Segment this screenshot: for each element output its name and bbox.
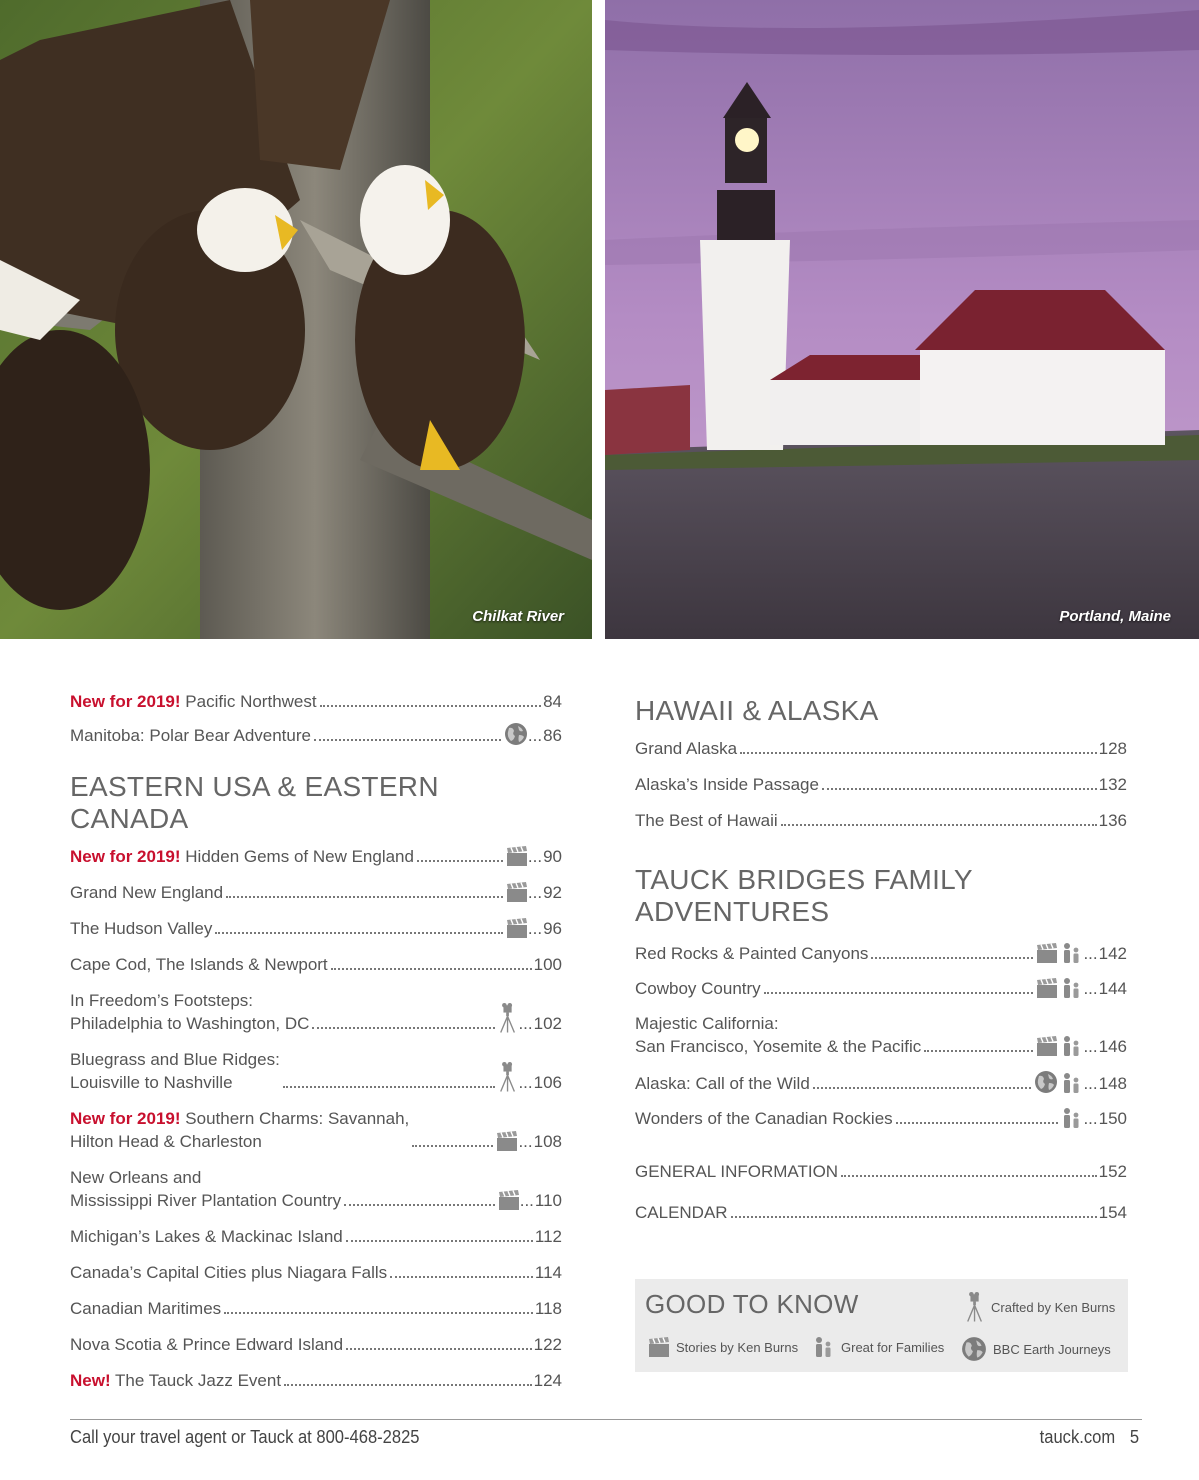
dot-leader-tail: ...: [1083, 979, 1098, 998]
toc-entry-text: [635, 1160, 838, 1183]
family-icon: [1061, 977, 1083, 999]
toc-page-number: 110: [534, 1191, 562, 1210]
photo-caption-chilkat: Chilkat River: [472, 608, 564, 625]
toc-entry[interactable]: [70, 917, 562, 940]
globe-icon: [504, 722, 528, 746]
photo-caption-portland: Portland, Maine: [1059, 608, 1171, 625]
toc-entry[interactable]: [635, 977, 1127, 1000]
clapper-icon: [1036, 1035, 1058, 1057]
legend-crafted: [965, 1291, 1115, 1323]
toc-entry-text: [635, 1107, 893, 1130]
clapper-icon: [1036, 977, 1058, 999]
dot-leader-tail: ...: [527, 726, 543, 745]
toc-entry-title: Hidden Gems of New England: [185, 847, 414, 866]
footer-right: [1025, 1427, 1139, 1448]
toc-entry[interactable]: [70, 690, 562, 713]
toc-entry-title: The Best of Hawaii: [635, 811, 778, 830]
toc-entry-text: [70, 1048, 280, 1094]
toc-entry-text: [635, 942, 868, 965]
toc-page-number: 118: [534, 1299, 562, 1318]
toc-entry-icons: [498, 1061, 518, 1093]
good-to-know-title: GOOD TO KNOW: [645, 1289, 859, 1319]
toc-entry[interactable]: [70, 881, 562, 904]
toc-entry-text: [70, 845, 414, 868]
toc-entry-title: Alaska: Call of the Wild: [635, 1074, 810, 1093]
dot-leader: [284, 1384, 532, 1386]
dot-leader: [312, 1027, 495, 1029]
toc-entry-title: Cowboy Country: [635, 979, 761, 998]
toc-entry[interactable]: [635, 737, 1127, 760]
toc-page-number: 128: [1098, 739, 1127, 758]
toc-entry-text: [635, 809, 778, 832]
dot-leader: [822, 788, 1097, 790]
dot-leader-tail: ...: [527, 883, 543, 902]
toc-entry-text: [70, 1333, 343, 1356]
toc-page-number: 108: [533, 1132, 562, 1151]
toc-entry-title: Wonders of the Canadian Rockies: [635, 1109, 893, 1128]
dot-leader-tail: ...: [1083, 1074, 1098, 1093]
toc-entry-icons: [506, 881, 528, 903]
toc-page-number: 96: [543, 919, 562, 938]
footer-rule: [70, 1419, 1142, 1420]
eagles-photo: [0, 0, 592, 639]
toc-page-number: 102: [533, 1014, 562, 1033]
globe-icon: [1034, 1070, 1058, 1094]
dot-leader: [813, 1087, 1032, 1089]
toc-page-number: 106: [533, 1073, 562, 1092]
toc-page-number: 114: [534, 1263, 562, 1282]
toc-entry-icons: [1036, 1035, 1083, 1057]
section-heading-hawaii: HAWAII & ALASKA: [635, 695, 879, 726]
toc-page-number: 124: [533, 1371, 562, 1390]
toc-entry[interactable]: [70, 1166, 562, 1212]
toc-page-number: 148: [1098, 1074, 1127, 1093]
toc-left-column: [70, 690, 562, 1405]
dot-leader: [215, 932, 503, 934]
dot-leader-tail: ...: [518, 1073, 533, 1092]
toc-entry-title: Grand Alaska: [635, 739, 738, 758]
toc-entry-title: Grand New England: [70, 883, 224, 902]
clapper-icon: [496, 1130, 518, 1152]
good-to-know-box: [635, 1279, 1128, 1372]
toc-page-number: 154: [1098, 1203, 1127, 1222]
clapper-icon: [1036, 942, 1058, 964]
family-icon: [1061, 942, 1083, 964]
toc-entry-title: Nova Scotia & Prince Edward Island: [70, 1335, 344, 1354]
toc-page-number: 112: [534, 1227, 562, 1246]
dot-leader: [764, 992, 1034, 994]
toc-page-number: 122: [533, 1335, 562, 1354]
dot-leader-tail: ...: [518, 1014, 533, 1033]
toc-entry[interactable]: [635, 1107, 1127, 1130]
toc-entry[interactable]: [70, 989, 562, 1035]
toc-page-number: 136: [1098, 811, 1127, 830]
dot-leader-tail: ...: [527, 919, 543, 938]
toc-entry-text: [70, 881, 223, 904]
toc-entry-text: [70, 1107, 409, 1153]
toc-entry-title: Bluegrass and Blue Ridges: Louisville to Nashville: [70, 1050, 280, 1092]
toc-entry[interactable]: [635, 773, 1127, 796]
toc-entry[interactable]: [70, 1048, 562, 1094]
dot-leader: [390, 1276, 533, 1278]
toc-entry[interactable]: [70, 1225, 562, 1248]
legend-families: [813, 1336, 944, 1358]
dot-leader: [896, 1122, 1059, 1124]
clapper-icon: [498, 1189, 520, 1211]
dot-leader: [731, 1216, 1097, 1218]
camera-icon: [498, 1061, 518, 1093]
dot-leader: [841, 1175, 1097, 1177]
camera-icon: [498, 1002, 518, 1034]
toc-entry-title: GENERAL INFORMATION: [635, 1162, 839, 1181]
legend-families-label: Great for Families: [841, 1339, 945, 1355]
toc-entry-text: [70, 1369, 281, 1392]
toc-entry-title: Manitoba: Polar Bear Adventure: [70, 726, 311, 745]
toc-entry-title: The Tauck Jazz Event: [115, 1371, 282, 1390]
toc-entry-text: [70, 1166, 341, 1212]
dot-leader: [412, 1145, 493, 1147]
toc-entry[interactable]: [635, 942, 1127, 965]
new-badge: New!: [70, 1371, 111, 1390]
dot-leader: [346, 1240, 533, 1242]
footer-site-link[interactable]: tauck.com: [1039, 1427, 1116, 1447]
toc-entry[interactable]: [70, 1261, 562, 1284]
dot-leader: [346, 1348, 532, 1350]
toc-entry[interactable]: [635, 1160, 1127, 1183]
clapper-icon: [506, 845, 528, 867]
clapper-icon: [648, 1336, 670, 1358]
toc-entry-icons: [1036, 942, 1083, 964]
toc-page-number: 152: [1098, 1162, 1127, 1181]
toc-entry[interactable]: [635, 1012, 1127, 1058]
toc-page-number: 146: [1098, 1037, 1127, 1056]
toc-entry-icons: [506, 917, 528, 939]
toc-entry-title: Majestic California: San Francisco, Yosemite & the Pacific: [635, 1014, 922, 1056]
eagles-illustration: [0, 0, 592, 639]
toc-entry-title: Pacific Northwest: [185, 692, 317, 711]
toc-page-number: 132: [1098, 775, 1127, 794]
legend-bbc-label: BBC Earth Journeys: [993, 1341, 1111, 1357]
legend-bbc: [961, 1336, 1111, 1362]
toc-entry-icons: [1061, 1107, 1083, 1129]
clapper-icon: [506, 881, 528, 903]
legend-crafted-label: Crafted by Ken Burns: [991, 1299, 1116, 1315]
toc-entry-icons: [1034, 1070, 1083, 1094]
new-badge: New for 2019!: [70, 692, 181, 711]
dot-leader: [320, 705, 541, 707]
toc-entry-title: Michigan’s Lakes & Mackinac Island: [70, 1227, 343, 1246]
toc-entry[interactable]: [70, 1297, 562, 1320]
toc-entry-text: [70, 953, 328, 976]
toc-page-number: 142: [1098, 944, 1127, 963]
toc-entry-title: Alaska’s Inside Passage: [635, 775, 819, 794]
toc-page-number: 90: [543, 847, 562, 866]
section-heading-eastern: EASTERN USA & EASTERN CANADA: [70, 771, 439, 834]
dot-leader: [417, 860, 503, 862]
toc-entry[interactable]: [635, 1070, 1127, 1095]
toc-entry[interactable]: [635, 1201, 1127, 1224]
toc-entry-text: [635, 1201, 728, 1224]
new-badge: New for 2019!: [70, 847, 181, 866]
toc-entry-icons: [498, 1189, 520, 1211]
toc-entry[interactable]: [70, 722, 562, 747]
legend-stories-label: Stories by Ken Burns: [676, 1339, 799, 1355]
dot-leader: [781, 824, 1097, 826]
section-heading-bridges: TAUCK BRIDGES FAMILY ADVENTURES: [635, 864, 973, 927]
dot-leader: [314, 739, 501, 741]
toc-entry-title: Red Rocks & Painted Canyons: [635, 944, 869, 963]
dot-leader-tail: ...: [1083, 1037, 1098, 1056]
dot-leader-tail: ...: [1083, 1109, 1098, 1128]
lighthouse-photo: [605, 0, 1199, 639]
toc-page-number: 144: [1098, 979, 1127, 998]
toc-entry[interactable]: [70, 1369, 562, 1392]
toc-page-number: 86: [543, 726, 562, 745]
dot-leader-tail: ...: [518, 1132, 533, 1151]
toc-page-number: 150: [1098, 1109, 1127, 1128]
clapper-icon: [506, 917, 528, 939]
lighthouse-illustration: [605, 0, 1199, 639]
globe-icon: [961, 1336, 987, 1362]
toc-entry-text: [70, 1225, 343, 1248]
toc-entry-text: [635, 737, 737, 760]
toc-entry-icons: [504, 722, 528, 746]
dot-leader: [224, 1312, 533, 1314]
family-icon: [1061, 1072, 1083, 1094]
toc-entry-title: Cape Cod, The Islands & Newport: [70, 955, 328, 974]
toc-page-number: 92: [543, 883, 562, 902]
toc-entry-text: [635, 1012, 921, 1058]
dot-leader-tail: ...: [519, 1191, 534, 1210]
toc-entry-text: [70, 724, 311, 747]
dot-leader: [283, 1086, 496, 1088]
page-number: 5: [1129, 1427, 1139, 1447]
legend-stories: [648, 1336, 798, 1358]
toc-entry-title: Canada’s Capital Cities plus Niagara Falls: [70, 1263, 388, 1282]
toc-entry[interactable]: [70, 845, 562, 868]
toc-right-column: [635, 695, 1127, 1242]
family-icon: [1061, 1035, 1083, 1057]
dot-leader: [924, 1050, 1033, 1052]
family-icon: [813, 1336, 835, 1358]
dot-leader-tail: ...: [1083, 944, 1098, 963]
dot-leader: [344, 1204, 495, 1206]
dot-leader: [871, 957, 1033, 959]
toc-entry-text: [70, 989, 309, 1035]
dot-leader: [331, 968, 532, 970]
new-badge: New for 2019!: [70, 1109, 181, 1128]
camera-icon: [965, 1291, 985, 1323]
toc-entry-title: Canadian Maritimes: [70, 1299, 222, 1318]
toc-entry-text: [70, 917, 212, 940]
toc-entry-icons: [498, 1002, 518, 1034]
toc-entry-text: [70, 690, 317, 713]
toc-entry-title: CALENDAR: [635, 1203, 728, 1222]
toc-entry[interactable]: [70, 1107, 562, 1153]
toc-entry-title: Southern Charms: Savannah, Hilton Head & Charleston: [70, 1109, 410, 1151]
footer-call: Call your travel agent or Tauck at 800-468-2825: [70, 1427, 420, 1447]
toc-entry-icons: [1036, 977, 1083, 999]
dot-leader: [226, 896, 503, 898]
toc-page-number: 100: [533, 955, 562, 974]
toc-entry-text: [70, 1297, 221, 1320]
family-icon: [1061, 1107, 1083, 1129]
toc-entry-icons: [496, 1130, 518, 1152]
toc-entry[interactable]: [70, 1333, 562, 1356]
dot-leader-tail: ...: [527, 847, 543, 866]
toc-entry-title: In Freedom’s Footsteps: Philadelphia to Washington, DC: [70, 991, 310, 1033]
dot-leader: [740, 752, 1097, 754]
toc-entry-text: [70, 1261, 387, 1284]
toc-entry[interactable]: [70, 953, 562, 976]
toc-entry-title: The Hudson Valley: [70, 919, 213, 938]
toc-entry-text: [635, 773, 819, 796]
toc-entry-text: [635, 1072, 810, 1095]
toc-entry[interactable]: [635, 809, 1127, 832]
toc-entry-icons: [506, 845, 528, 867]
toc-entry-title: New Orleans and Mississippi River Plantation Country: [70, 1168, 342, 1210]
toc-page-number: 84: [543, 692, 562, 711]
toc-entry-text: [635, 977, 761, 1000]
